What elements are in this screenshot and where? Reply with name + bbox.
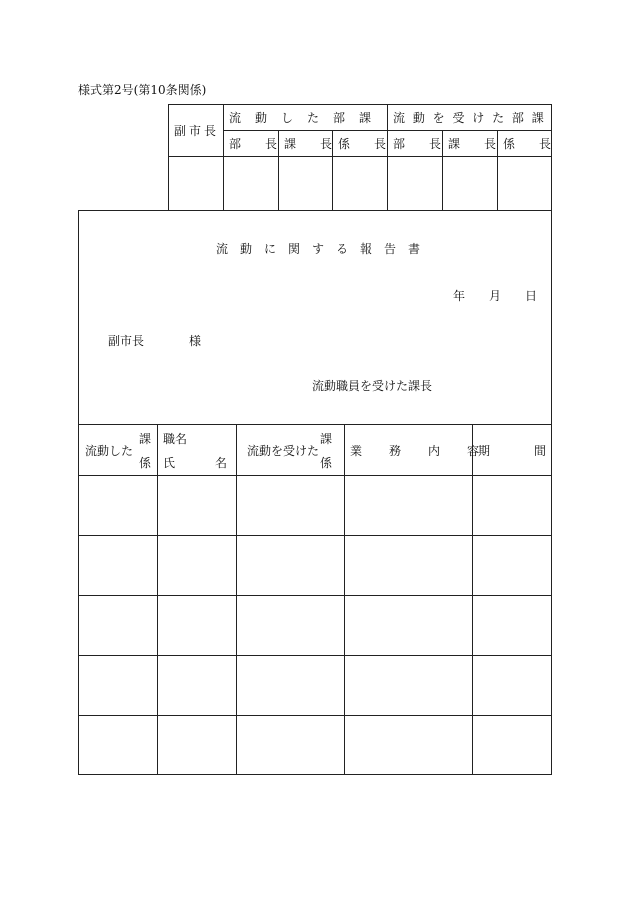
honorific: 様 (189, 334, 202, 348)
table-row (79, 656, 551, 715)
col-from-kakari: 係 (139, 456, 152, 470)
table-row (79, 716, 551, 774)
to-bucho: 部 長 (393, 137, 442, 151)
to-kacho: 課 長 (448, 137, 497, 151)
from-kakaricho: 係 長 (338, 137, 387, 151)
reporter-label: 流動職員を受けた課長 (312, 379, 433, 393)
to-dept-header: 流 動 を 受 け た 部 課 (393, 111, 546, 125)
col-period-a: 期 (478, 444, 491, 458)
table-row (79, 596, 551, 655)
col-to-kakari: 係 (320, 456, 333, 470)
report-date: 年 月 日 (453, 289, 538, 303)
table-row (79, 536, 551, 595)
col-period-b: 間 (534, 444, 547, 458)
col-duties-label: 業 務 内 容 (350, 444, 481, 458)
to-kakaricho: 係 長 (503, 137, 552, 151)
col-to-ka: 課 (320, 432, 333, 446)
addressee: 副市長 (108, 334, 145, 348)
form-caption: 様式第2号(第10条関係) (78, 83, 207, 97)
col-from-ka: 課 (139, 432, 152, 446)
table-row (79, 476, 551, 535)
report-title: 流 動 に 関 す る 報 告 書 (216, 242, 421, 256)
col-name-label: 氏 名 (163, 456, 229, 470)
col-title-label: 職名 (163, 432, 188, 446)
col-from-label: 流動した (85, 444, 134, 458)
from-dept-header: 流 動 し た 部 課 (229, 111, 373, 125)
deputy-mayor-header: 副市長 (174, 124, 220, 138)
from-bucho: 部 長 (229, 137, 278, 151)
from-kacho: 課 長 (284, 137, 333, 151)
col-to-label: 流動を受けた (247, 444, 320, 458)
